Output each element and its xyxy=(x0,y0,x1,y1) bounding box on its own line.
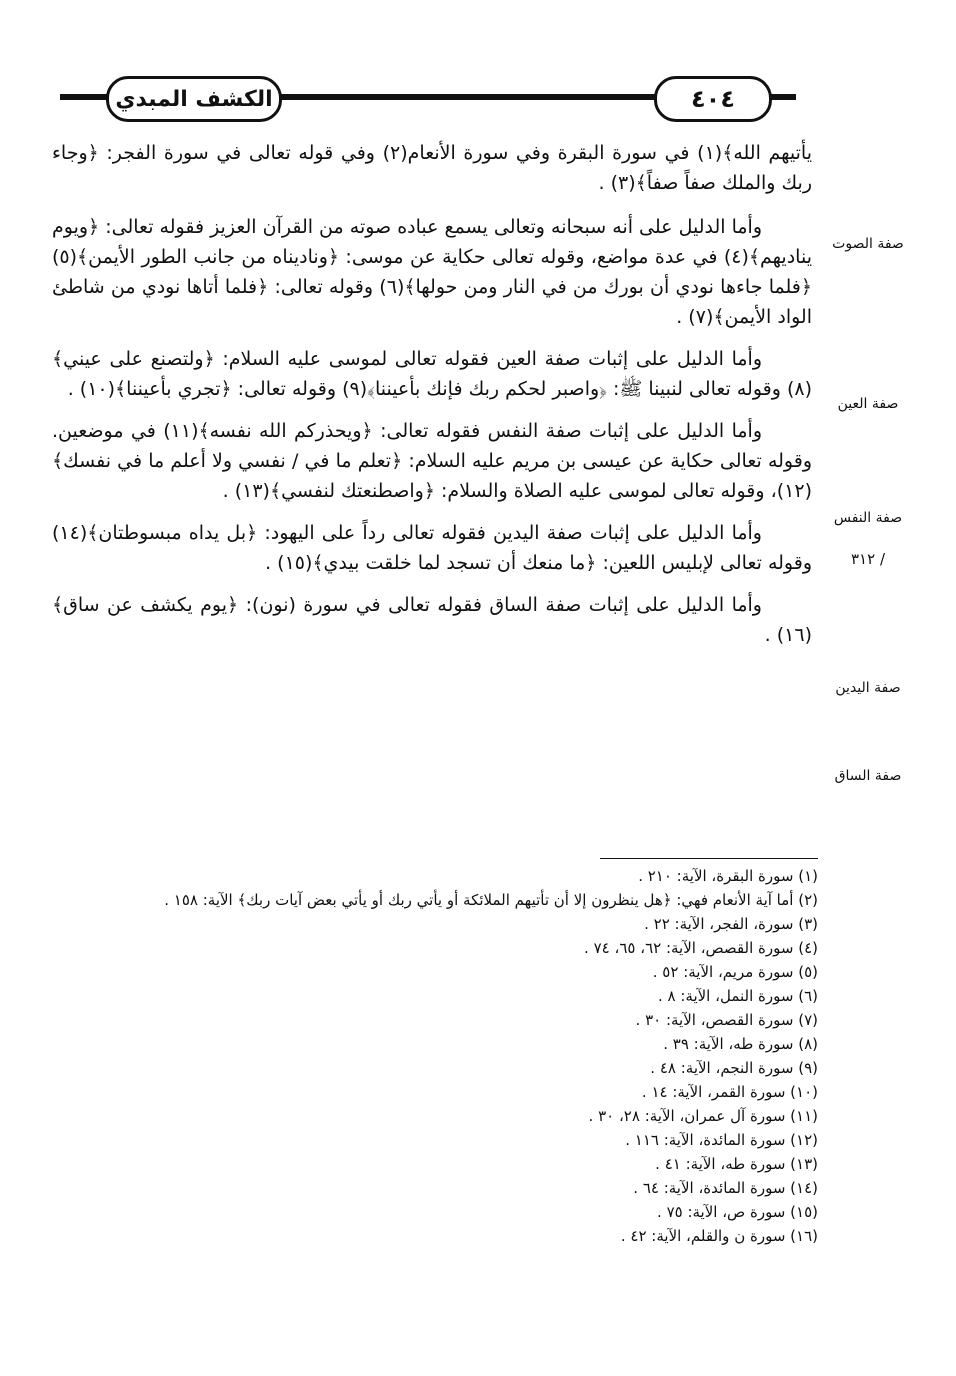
footnote: (١) سورة البقرة، الآية: ٢١٠ . xyxy=(638,867,818,885)
footnote: (١٣) سورة طه، الآية: ٤١ . xyxy=(655,1155,818,1173)
footnote: (١١) سورة آل عمران، الآية: ٢٨، ٣٠ . xyxy=(588,1107,818,1125)
footnote-separator xyxy=(600,858,818,859)
footnote: (١٤) سورة المائدة، الآية: ٦٤ . xyxy=(633,1179,818,1197)
book-title: الكشف المبدي xyxy=(106,76,282,122)
margin-note-voice: صفة الصوت xyxy=(832,236,904,252)
margin-note-eye: صفة العين xyxy=(837,396,899,412)
paragraph-continuation: يأتيهم الله﴾(١) في سورة البقرة وفي سورة الأنعام(٢) وفي قوله تعالى في سورة الفجر: ﴿وجاء ربك والملك صفاً صفاً﴾(٣) . xyxy=(52,142,812,194)
margin-note-shin: صفة الساق xyxy=(834,768,902,784)
paragraph-hands: وأما الدليل على إثبات صفة اليدين فقوله تعالى رداً على اليهود: ﴿بل يداه مبسوطتان﴾(١٤) وقوله تعالى لإبليس اللعين: ﴿ما منعك أن تسجد لما خلقت بيدي﴾(١٥) . xyxy=(52,522,812,574)
paragraph-self: وأما الدليل على إثبات صفة النفس فقوله تعالى: ﴿ويحذركم الله نفسه﴾(١١) في موضعين. وقوله تعالى حكاية عن عيسى بن مريم عليه السلام: ﴿تعلم ما في / نفسي ولا أعلم ما في نفسك﴾(١٢)، وقوله تعالى لموسى عليه الصلاة والسلام: ﴿واصطنعتك لنفسي﴾(١٣) . xyxy=(52,420,812,502)
main-text xyxy=(52,138,812,662)
paragraph-voice: وأما الدليل على أنه سبحانه وتعالى يسمع عباده صوته من القرآن العزيز فقوله تعالى: ﴿ويوم يناديهم﴾(٤) في عدة مواضع، وقوله تعالى حكاية عن موسى: ﴿وناديناه من جانب الطور الأيمن﴾(٥) ﴿فلما جاءها نودي أن بورك من في النار ومن حولها﴾(٦) وقوله تعالى: ﴿فلما أتاها نودي من شاطئ الواد الأيمن﴾(٧) . xyxy=(52,216,812,328)
margin-note-original-page: / ٣١٢ xyxy=(851,550,885,568)
margin-note-hands: صفة اليدين xyxy=(835,680,901,696)
footnote: (٩) سورة النجم، الآية: ٤٨ . xyxy=(650,1059,818,1077)
footnote: (٢) أما آية الأنعام فهي: ﴿هل ينظرون إلا أن تأتيهم الملائكة أو يأتي ربك أو يأتي بعض آيات ربك﴾ الآية: ١٥٨ . xyxy=(164,891,818,909)
footnote: (٥) سورة مريم، الآية: ٥٢ . xyxy=(652,963,818,981)
paragraph-eye: وأما الدليل على إثبات صفة العين فقوله تعالى لموسى عليه السلام: ﴿ولتصنع على عيني﴾(٨) وقوله تعالى لنبينا ﷺ: ﴿واصبر لحكم ربك فإنك بأعيننا﴾(٩) وقوله تعالى: ﴿تجري بأعيننا﴾(١٠) . xyxy=(52,348,812,400)
footnote: (٣) سورة، الفجر، الآية: ٢٢ . xyxy=(644,915,818,933)
footnote: (١٠) سورة القمر، الآية: ١٤ . xyxy=(641,1083,818,1101)
footnotes xyxy=(80,864,818,1248)
margin-note-self: صفة النفس xyxy=(833,510,903,526)
footnote: (١٢) سورة المائدة، الآية: ١١٦ . xyxy=(625,1131,818,1149)
footnote: (٦) سورة النمل، الآية: ٨ . xyxy=(657,987,818,1005)
paragraph-shin: وأما الدليل على إثبات صفة الساق فقوله تعالى في سورة (نون): ﴿يوم يكشف عن ساق﴾(١٦) . xyxy=(52,594,812,646)
footnote: (١٦) سورة ن والقلم، الآية: ٤٢ . xyxy=(620,1227,818,1245)
footnote: (٨) سورة طه، الآية: ٣٩ . xyxy=(663,1035,818,1053)
footnote: (٧) سورة القصص، الآية: ٣٠ . xyxy=(635,1011,818,1029)
footnote: (٤) سورة القصص، الآية: ٦٢، ٦٥، ٧٤ . xyxy=(584,939,818,957)
footnote: (١٥) سورة ص، الآية: ٧٥ . xyxy=(657,1203,818,1221)
page-number: ٤٠٤ xyxy=(654,76,772,122)
